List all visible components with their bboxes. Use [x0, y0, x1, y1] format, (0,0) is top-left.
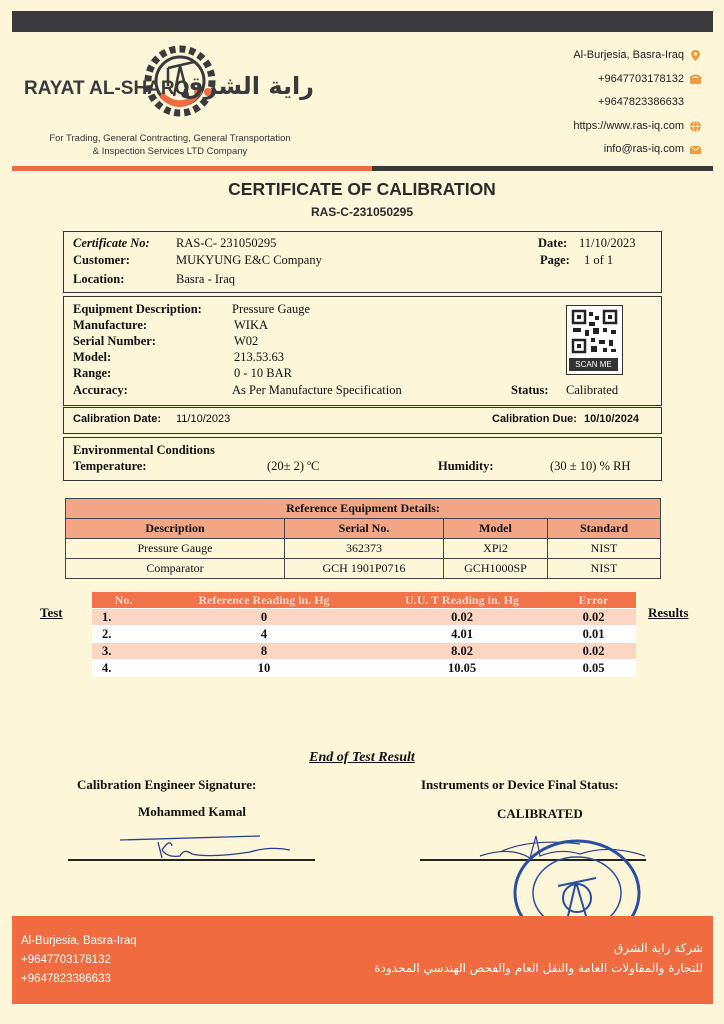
page-label: Page: [540, 253, 570, 267]
table-cell: 0.05 [551, 660, 636, 677]
humidity-value: (30 ± 10) % RH [550, 459, 631, 473]
calibration-due-value: 10/10/2024 [584, 413, 640, 425]
location-pin-icon [689, 49, 702, 62]
contact-address [573, 44, 702, 68]
table-cell: 10 [155, 660, 373, 677]
header-divider-dark [372, 166, 713, 171]
certificate-title: CERTIFICATE OF CALIBRATION [228, 179, 496, 199]
spacer [689, 96, 702, 109]
accuracy-label: Accuracy: [73, 383, 128, 397]
temperature-label: Temperature: [73, 459, 147, 473]
footer-phone2: +9647823386633 [21, 973, 111, 985]
location-value: Basra - Iraq [176, 272, 235, 286]
results-header-no: No. [92, 592, 155, 609]
manufacture-value: WIKA [234, 318, 269, 332]
equipment-desc-label: Equipment Description: [73, 302, 202, 316]
table-row [92, 643, 636, 660]
table-cell: 4 [155, 626, 373, 643]
results-header-error: Error [551, 592, 636, 609]
reference-header-model: Model [444, 519, 548, 539]
equipment-desc-value: Pressure Gauge [232, 302, 311, 316]
table-row [92, 609, 636, 626]
table-row [92, 660, 636, 677]
table-cell: 3. [92, 643, 155, 660]
table-cell: 0.02 [551, 643, 636, 660]
qr-code[interactable] [566, 305, 623, 375]
final-status-label: Instruments or Device Final Status: [421, 777, 619, 792]
engineer-name: Mohammed Kamal [138, 804, 246, 819]
table-row [92, 626, 636, 643]
customer-label: Customer: [73, 253, 130, 267]
range-value: 0 - 10 BAR [234, 366, 292, 380]
calibration-date-label: Calibration Date: [73, 413, 162, 425]
model-label: Model: [73, 350, 112, 364]
table-cell: GCH 1901P0716 [285, 559, 444, 579]
footer-arabic-line1: شركة راية الشرق [614, 941, 703, 955]
date-label: Date: [538, 236, 568, 250]
globe-icon [689, 120, 702, 133]
table-cell: 0.02 [373, 609, 551, 626]
date-value: 11/10/2023 [579, 236, 636, 250]
status-value: Calibrated [566, 383, 619, 397]
table-cell: XPi2 [444, 539, 548, 559]
table-cell: GCH1000SP [444, 559, 548, 579]
table-cell: 362373 [285, 539, 444, 559]
table-cell: 0.02 [551, 609, 636, 626]
location-label: Location: [73, 272, 125, 286]
status-label: Status: [511, 383, 549, 397]
footer-contact [21, 932, 137, 989]
header-divider [12, 166, 713, 171]
final-status-value: CALIBRATED [497, 806, 583, 821]
serial-label: Serial Number: [73, 334, 156, 348]
envelope-icon [689, 143, 702, 156]
table-cell: 4.01 [373, 626, 551, 643]
logo-text-ar: راية الشرق [181, 72, 314, 100]
test-label: Test [40, 605, 63, 620]
table-cell: 2. [92, 626, 155, 643]
top-dark-bar [12, 11, 713, 32]
table-cell: 8 [155, 643, 373, 660]
table-cell: 8.02 [373, 643, 551, 660]
reference-table-caption: Reference Equipment Details: [66, 499, 661, 519]
manufacture-label: Manufacture: [73, 318, 148, 332]
qr-caption: SCAN ME [569, 358, 618, 371]
end-of-test-result: End of Test Result [309, 750, 415, 765]
company-tagline [20, 132, 320, 158]
range-label: Range: [73, 366, 112, 380]
table-cell: 4. [92, 660, 155, 677]
contact-address-text: Al-Burjesia, Basra-Iraq [573, 49, 684, 61]
reference-equipment-table [65, 498, 661, 579]
reference-header-serial: Serial No. [285, 519, 444, 539]
customer-value: MUKYUNG E&C Company [176, 253, 322, 267]
environment-heading: Environmental Conditions [73, 443, 215, 457]
page-value: 1 of 1 [584, 253, 614, 267]
table-cell: Comparator [66, 559, 285, 579]
table-cell: NIST [548, 559, 661, 579]
engineer-signature [110, 828, 310, 862]
temperature-value: (20± 2) ºC [267, 459, 320, 473]
contact-email-text[interactable]: info@ras-iq.com [603, 143, 684, 155]
engineer-signature-line [68, 859, 315, 861]
table-cell: 0 [155, 609, 373, 626]
table-row [66, 539, 661, 559]
footer-arabic [374, 938, 703, 978]
table-row [66, 559, 661, 579]
contact-website-text[interactable]: https://www.ras-iq.com [573, 119, 684, 132]
environment-box [63, 437, 662, 481]
test-results-table [92, 592, 636, 677]
contact-block [573, 44, 702, 162]
tagline-line1: For Trading, General Contracting, General Transportation [49, 133, 291, 144]
certificate-subtitle: RAS-C-231050295 [310, 205, 414, 219]
table-cell: 10.05 [373, 660, 551, 677]
contact-phone2-text: +9647823386633 [598, 96, 684, 108]
contact-phone2 [573, 91, 702, 115]
table-cell: Pressure Gauge [66, 539, 285, 559]
results-header-reference: Reference Reading in. Hg [155, 592, 373, 609]
qr-code-icon [567, 306, 622, 358]
serial-value: W02 [234, 334, 259, 348]
contact-phone1 [573, 68, 702, 92]
calibration-date-value: 11/10/2023 [176, 413, 231, 425]
accuracy-value: As Per Manufacture Specification [232, 383, 402, 397]
tagline-line2: & Inspection Services LTD Company [92, 146, 248, 157]
cert-no-label: Certificate No: [73, 236, 150, 250]
logo-text-en: RAYAT AL-SHARQ [24, 78, 190, 99]
humidity-label: Humidity: [438, 459, 494, 473]
footer-arabic-line2: للتجارة والمقاولات العامة والنقل العام والفحص الهندسي المحدودة [374, 961, 703, 975]
results-header-uut: U.U. T Reading in. Hg [373, 592, 551, 609]
engineer-signature-label: Calibration Engineer Signature: [77, 777, 257, 792]
contact-website [573, 115, 702, 139]
table-cell: 0.01 [551, 626, 636, 643]
calibration-dates-box [63, 407, 662, 434]
footer-bar [12, 916, 713, 1004]
cert-no-value: RAS-C- 231050295 [176, 236, 277, 250]
reference-header-standard: Standard [548, 519, 661, 539]
footer-phone1: +9647703178132 [21, 954, 111, 966]
contact-phone1-text: +9647703178132 [598, 72, 684, 85]
header-divider-orange [12, 166, 372, 171]
results-label: Results [648, 605, 689, 620]
company-logo [22, 36, 322, 126]
equipment-box [63, 296, 662, 406]
telephone-icon [689, 73, 702, 86]
table-cell: 1. [92, 609, 155, 626]
contact-email [573, 138, 702, 162]
calibration-due-label: Calibration Due: [492, 413, 577, 425]
table-cell: NIST [548, 539, 661, 559]
certificate-info-box [63, 231, 662, 293]
model-value: 213.53.63 [234, 350, 284, 364]
footer-address: Al-Burjesia, Basra-Iraq [21, 935, 137, 947]
reference-header-description: Description [66, 519, 285, 539]
